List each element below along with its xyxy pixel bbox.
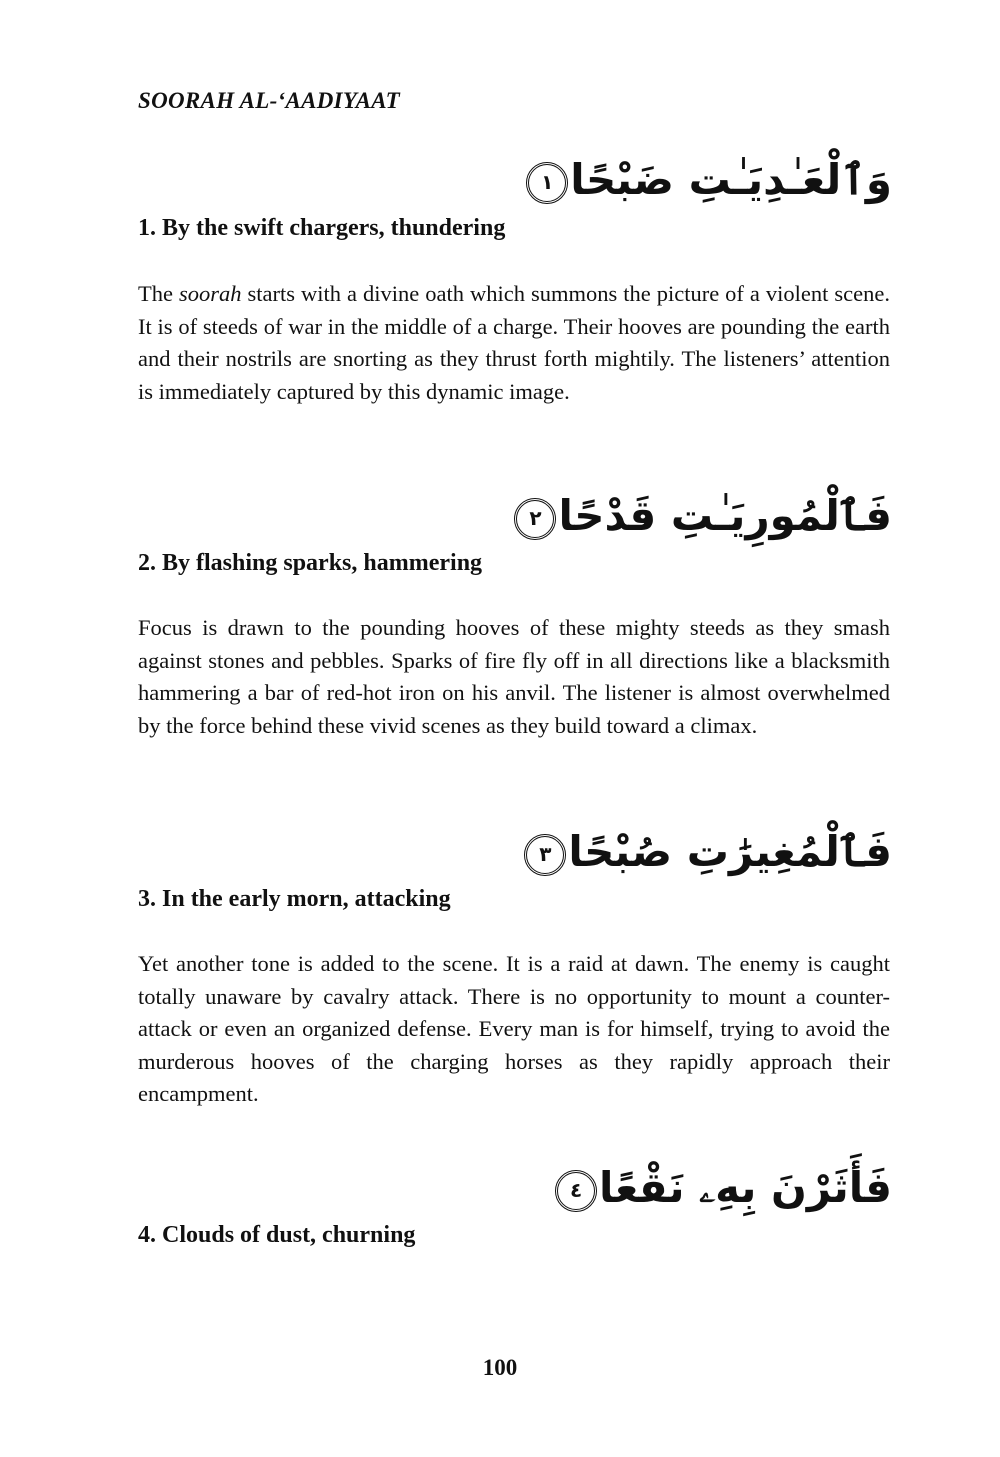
ayah-number-mark: ١ [526,162,568,204]
arabic-verse-text: فَٱلْمُورِيَـٰتِ قَدْحًا [558,491,892,540]
verse-title-3: 3. In the early morn, attacking [138,886,451,912]
arabic-verse-1 [372,150,892,210]
arabic-verse-4 [372,1158,892,1218]
ayah-number-mark: ٣ [524,834,566,876]
arabic-verse-text: وَٱلْعَـٰدِيَـٰتِ ضَبْحًا [570,155,892,204]
commentary-3: Yet another tone is added to the scene. It is a raid at dawn. The enemy is caught totally unaware by cavalry attack. There is no opportunity to mount a counter-attack or even an organized defense. Every man is for himself, trying to avoid the murderous hooves of the charging horses as they rapidly approach their encampment. [138,951,890,1106]
arabic-verse-text: فَأَثَرْنَ بِهِۦ نَقْعًا [599,1163,892,1212]
verse-title-4: 4. Clouds of dust, churning [138,1222,416,1248]
commentary-2: Focus is drawn to the pounding hooves of these mighty steeds as they smash against stones and pebbles. Sparks of fire fly off in all directions like a blacksmith hammering a bar of red-hot iron on his anvil. The listener is almost overwhelmed by the force behind these vivid scenes as they build toward a climax. [138,615,890,738]
italic-term: soorah [178,281,242,306]
arabic-verse-text: فَٱلْمُغِيرَٰتِ صُبْحًا [568,827,892,876]
commentary-1: The soorah starts with a divine oath which summons the picture of a violent scene. It is of steeds of war in the middle of a charge. Their hooves are pounding the earth and their nostrils are snorting as they thrust forth mightily. The listeners’ attention is immediately captured by this dynamic image. [138,281,890,404]
arabic-verse-3 [372,822,892,882]
verse-title-1: 1. By the swift chargers, thundering [138,215,506,241]
page-number: 100 [482,1355,518,1380]
running-head: SOORAH AL-‘AADIYAAT [138,88,400,113]
ayah-number-mark: ٢ [514,498,556,540]
verse-title-2: 2. By flashing sparks, hammering [138,550,483,576]
ayah-number-mark: ٤ [555,1170,597,1212]
arabic-verse-2 [372,486,892,546]
